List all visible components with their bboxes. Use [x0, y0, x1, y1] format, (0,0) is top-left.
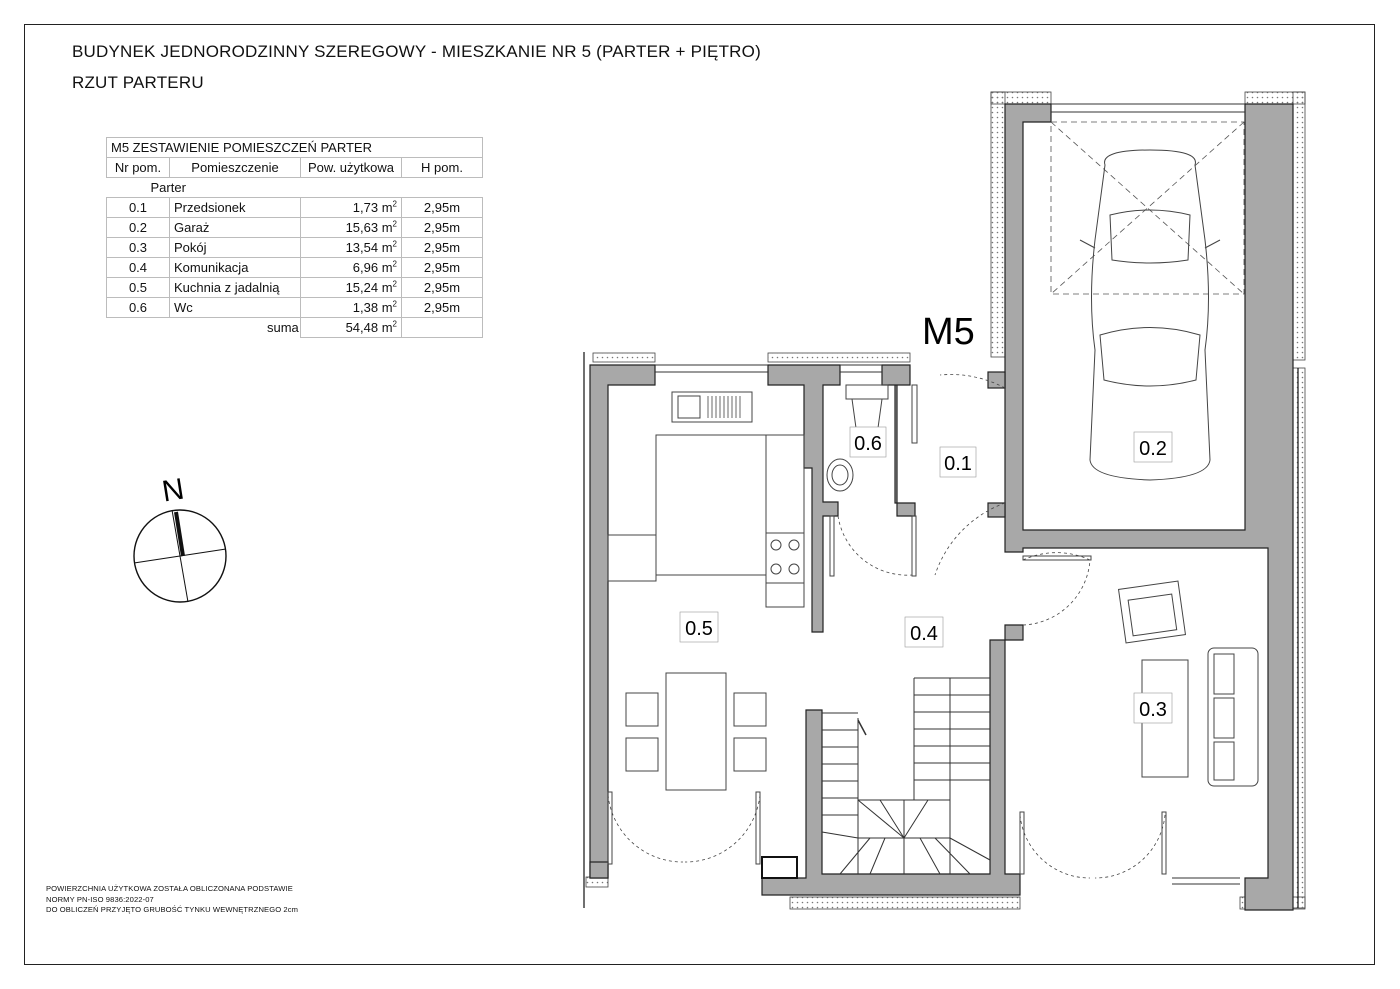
- header-room: Pomieszczenie: [170, 158, 301, 178]
- cell-height: 2,95m: [402, 298, 483, 318]
- sum-value: 54,48 m: [345, 320, 393, 335]
- unit-sup: 2: [392, 239, 397, 249]
- kitchen-counter: [608, 392, 804, 607]
- cell-height: 2,95m: [402, 238, 483, 258]
- cell-height: 2,95m: [402, 218, 483, 238]
- staircase: [822, 678, 990, 874]
- note-line: DO OBLICZEŃ PRZYJĘTO GRUBOŚĆ TYNKU WEWNĘTRZNEGO 2cm: [46, 905, 299, 914]
- cell-nr: 0.3: [107, 238, 170, 258]
- north-compass: [134, 473, 226, 602]
- cell-nr: 0.4: [107, 258, 170, 278]
- room-label-0-5: 0.5: [685, 618, 713, 640]
- cell-height: 2,95m: [402, 258, 483, 278]
- room-label-0-3: 0.3: [1139, 699, 1167, 721]
- cell-area: 1,73 m: [352, 200, 393, 215]
- table-caption: M5 ZESTAWIENIE POMIESZCZEŃ PARTER: [107, 138, 483, 158]
- header-area: Pow. użytkowa: [301, 158, 402, 178]
- cell-room: Kuchnia z jadalnią: [170, 278, 301, 298]
- unit-label: M5: [922, 311, 975, 353]
- note-line: NORMY PN-ISO 9836:2022-07: [46, 894, 154, 904]
- drawing-title: BUDYNEK JEDNORODZINNY SZEREGOWY - MIESZKANIE NR 5 (PARTER + PIĘTRO): [72, 42, 761, 61]
- unit-sup: 2: [392, 259, 397, 269]
- living-furniture: [1119, 581, 1258, 786]
- cell-area: 6,96 m: [352, 260, 393, 275]
- garage-door-outline: [1051, 122, 1244, 294]
- cell-room: Przedsionek: [170, 198, 301, 218]
- sum-label: suma: [267, 320, 299, 335]
- walls: [590, 104, 1293, 910]
- drawing-subtitle: RZUT PARTERU: [72, 73, 204, 92]
- dining-table: [626, 673, 766, 790]
- unit-sup: 2: [392, 199, 397, 209]
- room-label-0-2: 0.2: [1139, 438, 1167, 460]
- car-icon: [1080, 150, 1220, 480]
- cell-area: 15,63 m: [345, 220, 393, 235]
- cell-room: Pokój: [170, 238, 301, 258]
- header-nr: Nr pom.: [107, 158, 170, 178]
- chimney: [762, 857, 797, 878]
- cell-height: 2,95m: [402, 278, 483, 298]
- table-group-label: Parter: [150, 180, 186, 195]
- cell-nr: 0.2: [107, 218, 170, 238]
- cell-area: 15,24 m: [345, 280, 393, 295]
- cell-nr: 0.6: [107, 298, 170, 318]
- unit-sup: 2: [392, 319, 397, 329]
- cell-nr: 0.5: [107, 278, 170, 298]
- cell-room: Garaż: [170, 218, 301, 238]
- compass-label: N: [159, 472, 187, 509]
- unit-sup: 2: [392, 219, 397, 229]
- insulation-hatch: [586, 92, 1305, 909]
- cell-area: 13,54 m: [345, 240, 393, 255]
- room-label-0-4: 0.4: [910, 623, 938, 645]
- cell-room: Komunikacja: [170, 258, 301, 278]
- note-line: POWIERZCHNIA UŻYTKOWA ZOSTAŁA OBLICZONANA PODSTAWIE: [46, 884, 293, 893]
- unit-sup: 2: [392, 279, 397, 289]
- unit-sup: 2: [392, 299, 397, 309]
- cell-area: 1,38 m: [352, 300, 393, 315]
- room-label-0-6: 0.6: [854, 433, 882, 455]
- area-calculation-note: [46, 884, 298, 916]
- cell-nr: 0.1: [107, 198, 170, 218]
- header-height: H pom.: [402, 158, 483, 178]
- room-label-0-1: 0.1: [944, 453, 972, 475]
- cell-height: 2,95m: [402, 198, 483, 218]
- cell-room: Wc: [170, 298, 301, 318]
